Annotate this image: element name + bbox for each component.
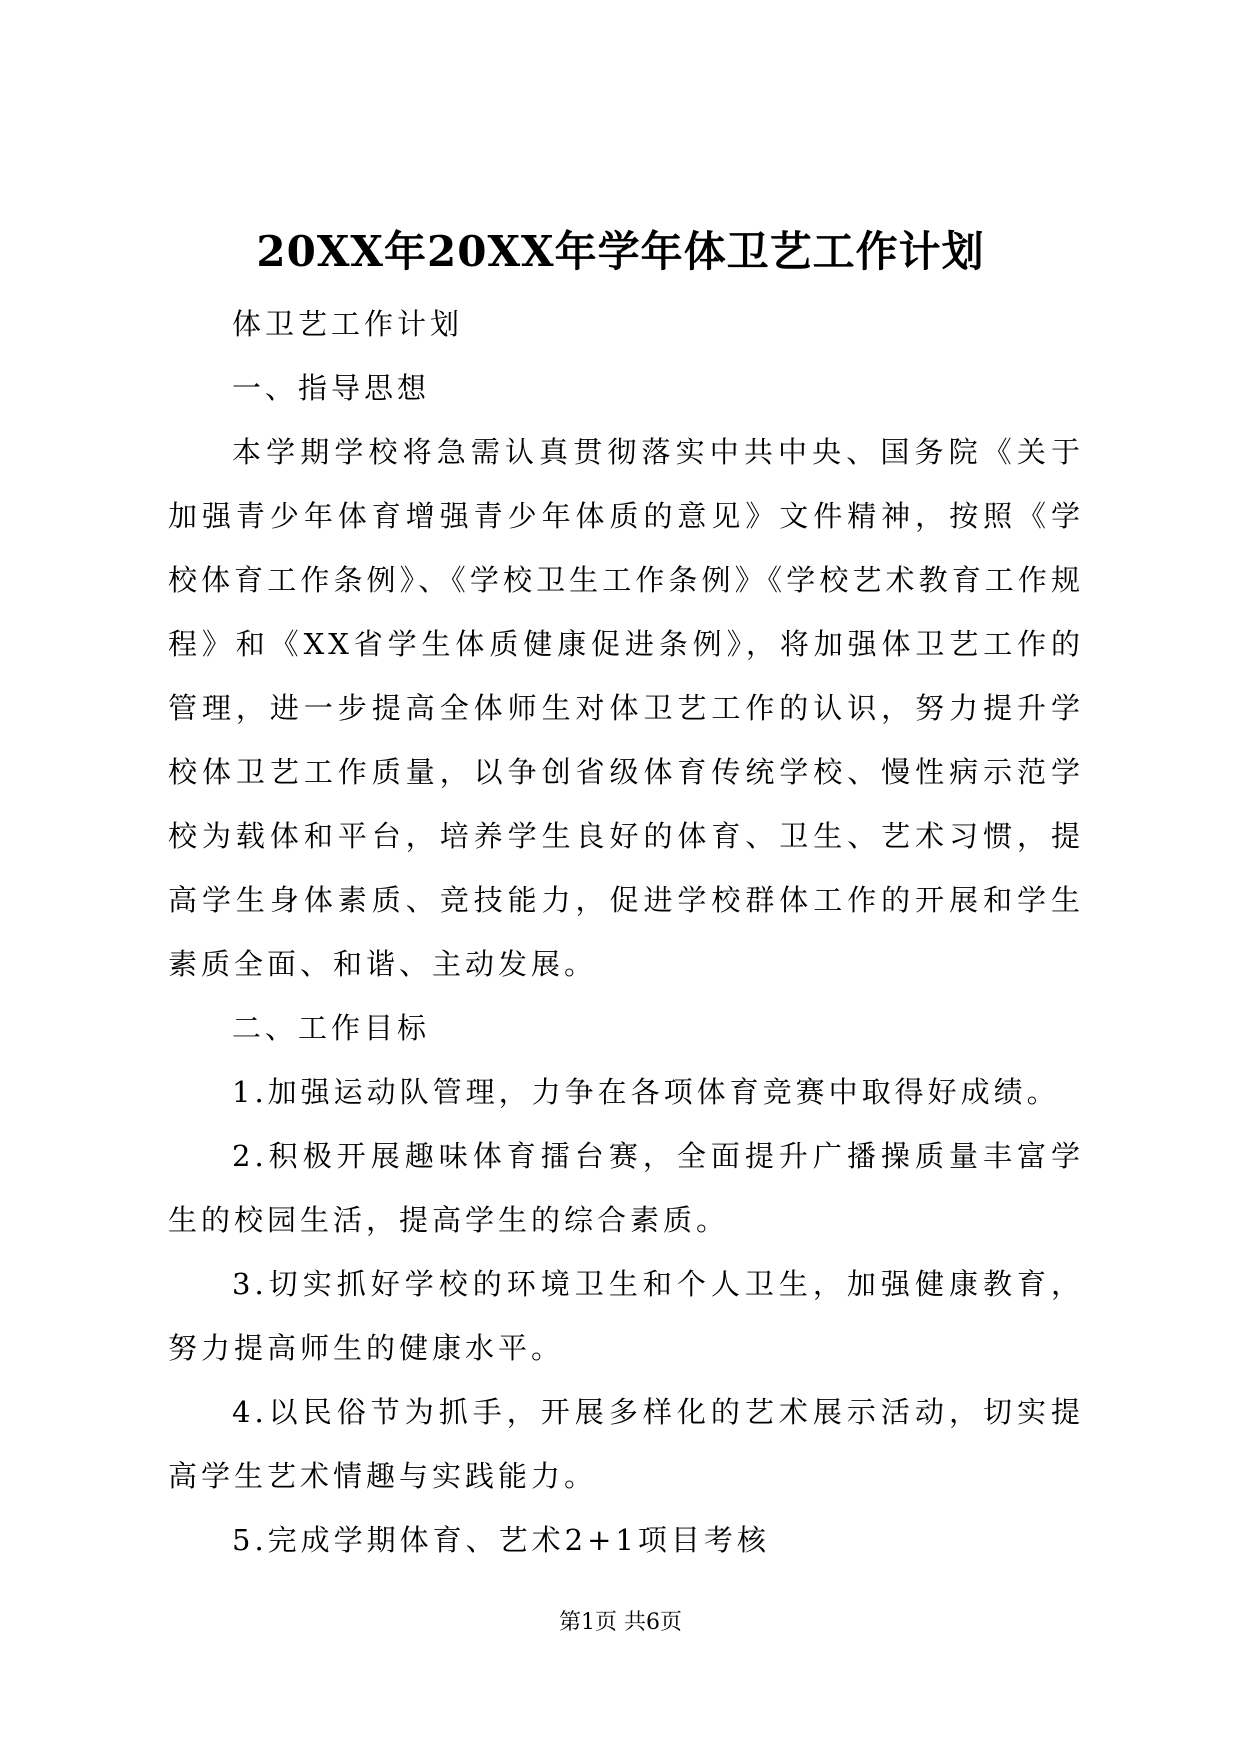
paragraph-subtitle: 体卫艺工作计划 <box>232 307 464 341</box>
goal-item-2: 2.积极开展趣味体育擂台赛，全面提升广播操质量丰富学生的校园生活，提高学生的综合素质。 <box>168 1139 1084 1237</box>
page-number-footer: 第1页 共6页 <box>559 1610 682 1635</box>
document-body <box>168 292 1084 1572</box>
goal-item-5: 5.完成学期体育、艺术2+1项目考核 <box>232 1523 770 1557</box>
document-title: 20XX年20XX年学年体卫艺工作计划 <box>256 227 985 276</box>
paragraph-guiding-principles: 本学期学校将急需认真贯彻落实中共中央、国务院《关于加强青少年体育增强青少年体质的意见》文件精神，按照《学校体育工作条例》、《学校卫生工作条例》《学校艺术教育工作规程》和《XX省学生体质健康促进条例》，将加强体卫艺工作的管理，进一步提高全体师生对体卫艺工作的认识，努力提升学校体卫艺工作质量，以争创省级体育传统学校、慢性病示范学校为载体和平台，培养学生良好的体育、卫生、艺术习惯，提高学生身体素质、竞技能力，促进学校群体工作的开展和学生素质全面、和谐、主动发展。 <box>168 435 1084 981</box>
goal-item-1: 1.加强运动队管理，力争在各项体育竞赛中取得好成绩。 <box>232 1075 1060 1109</box>
goal-item-3: 3.切实抓好学校的环境卫生和个人卫生，加强健康教育，努力提高师生的健康水平。 <box>168 1267 1084 1365</box>
heading-work-goals: 二、工作目标 <box>232 1011 431 1045</box>
heading-guiding-principles: 一、指导思想 <box>232 371 431 405</box>
goal-item-4: 4.以民俗节为抓手，开展多样化的艺术展示活动，切实提高学生艺术情趣与实践能力。 <box>168 1395 1084 1493</box>
